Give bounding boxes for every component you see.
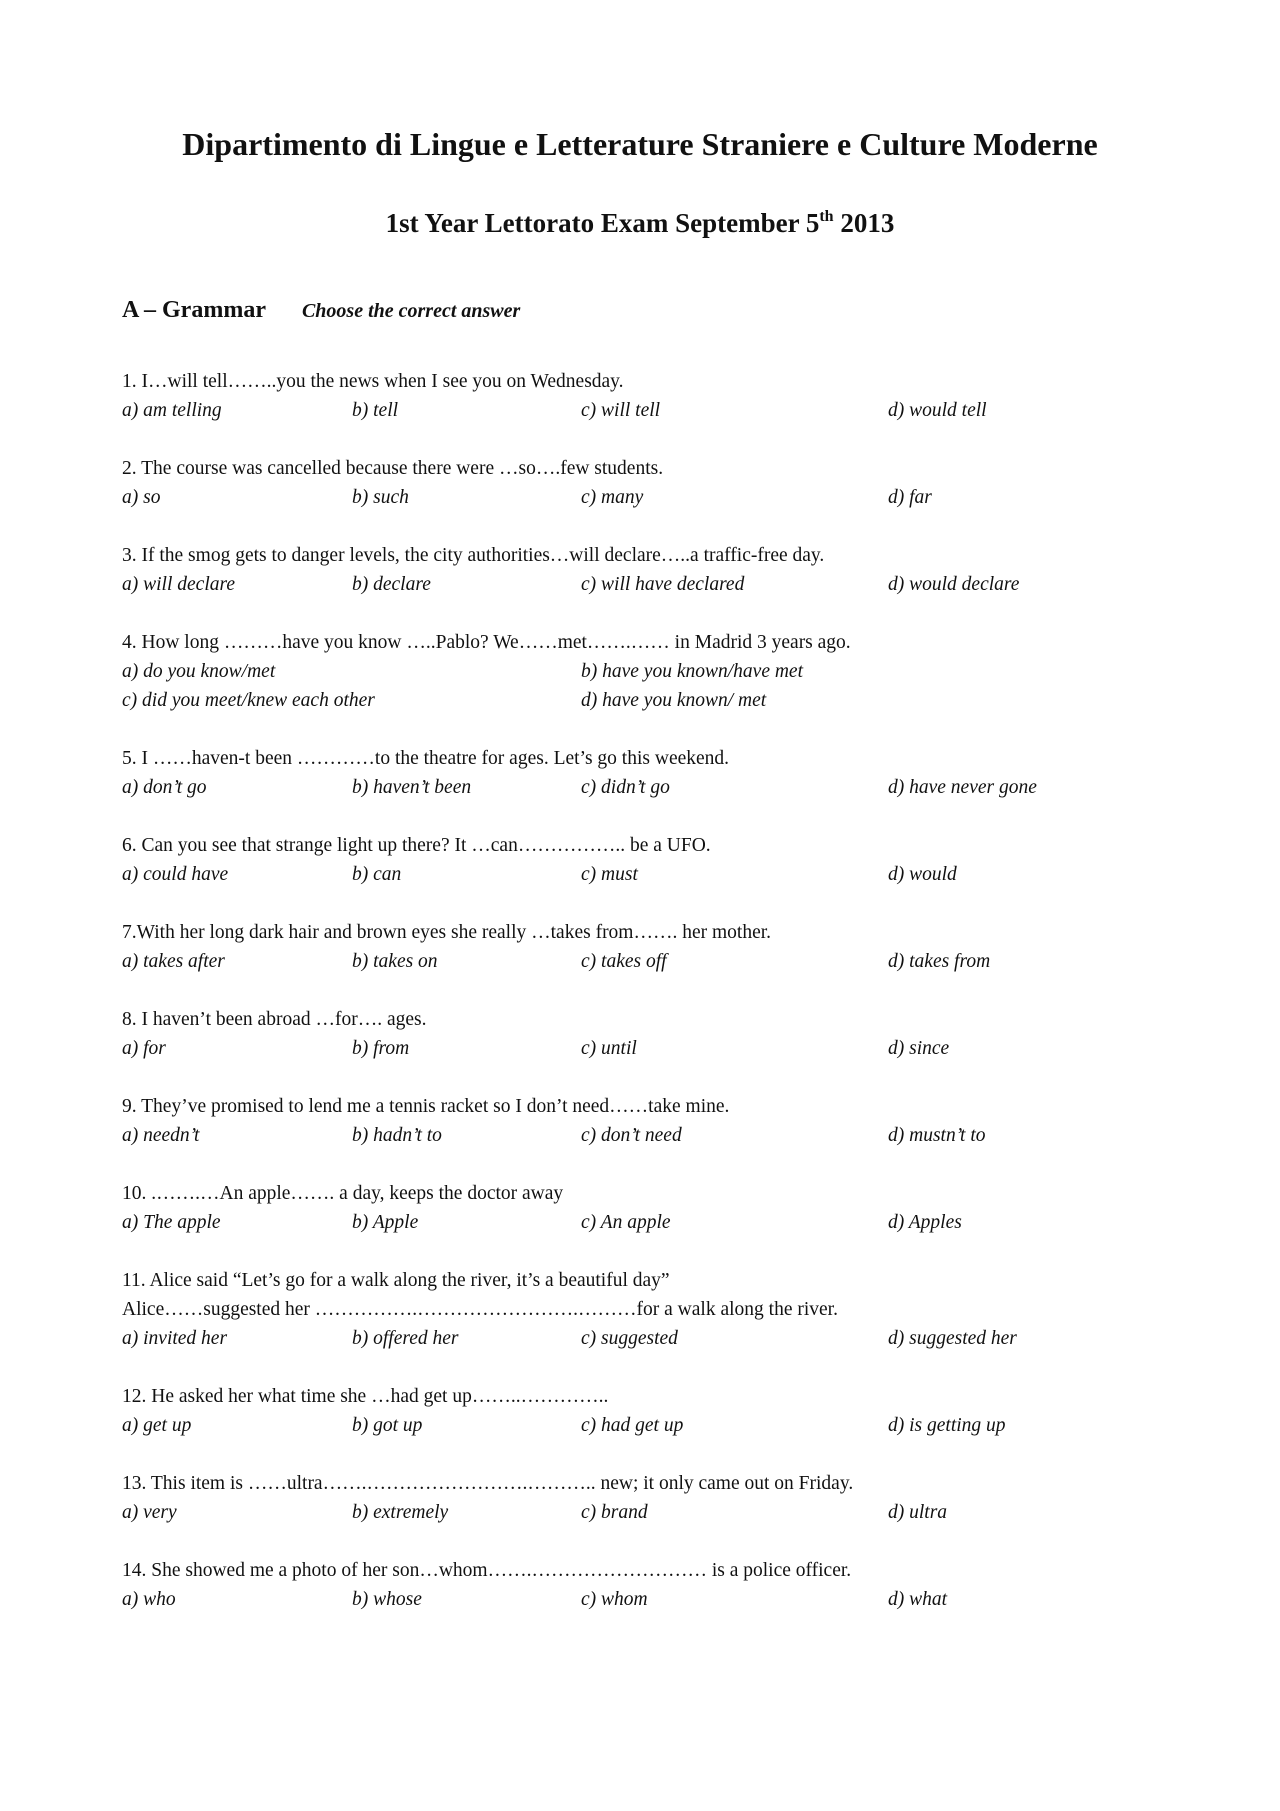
question-9: [122, 1092, 1182, 1150]
answer-option-b: b) haven’t been: [352, 777, 472, 798]
answer-option-b: b) whose: [352, 1589, 422, 1610]
question-text: 7.With her long dark hair and brown eyes she really …takes from……. her mother.: [122, 922, 772, 943]
exam-title-year: 2013: [833, 208, 895, 238]
answer-options: [122, 657, 1182, 686]
exam-title-superscript: th: [819, 208, 834, 225]
answer-option-b: b) tell: [352, 400, 399, 421]
department-title: Dipartimento di Lingue e Letterature Straniere e Culture Moderne: [182, 126, 1098, 162]
answer-options: [122, 860, 1182, 889]
answer-option-c: c) didn’t go: [581, 777, 670, 798]
answer-option-d: d) have you known/ met: [581, 690, 767, 711]
answer-option-c: c) must: [581, 864, 638, 885]
answer-option-d: d) would: [888, 864, 957, 885]
answer-option-a: a) will declare: [122, 574, 236, 595]
question-11: [122, 1266, 1182, 1353]
question-4: [122, 628, 1182, 715]
answer-option-b: b) Apple: [352, 1212, 419, 1233]
question-3: [122, 541, 1182, 599]
answer-option-c: c) suggested: [581, 1328, 678, 1349]
question-text: 6. Can you see that strange light up there? It …can…………….. be a UFO.: [122, 835, 711, 856]
answer-option-d: d) would declare: [888, 574, 1020, 595]
answer-options: [122, 1034, 1182, 1063]
question-text: 9. They’ve promised to lend me a tennis racket so I don’t need……take mine.: [122, 1096, 730, 1117]
answer-option-c: c) whom: [581, 1589, 648, 1610]
answer-options: [122, 396, 1182, 425]
answer-option-d: d) have never gone: [888, 777, 1037, 798]
question-5: [122, 744, 1182, 802]
question-7: [122, 918, 1182, 976]
exam-title-text: 1st Year Lettorato Exam September 5: [385, 208, 820, 238]
section-header: [122, 295, 520, 325]
answer-option-d: d) ultra: [888, 1502, 948, 1523]
answer-option-d: d) is getting up: [888, 1415, 1006, 1436]
answer-option-a: a) needn’t: [122, 1125, 200, 1146]
answer-options: [122, 570, 1182, 599]
answer-option-d: d) since: [888, 1038, 950, 1059]
answer-option-a: a) who: [122, 1589, 176, 1610]
answer-options: [122, 947, 1182, 976]
answer-option-c: c) takes off: [581, 951, 667, 972]
question-text: 4. How long ………have you know …..Pablo? We……met…….…… in Madrid 3 years ago.: [122, 632, 851, 653]
question-text: 11. Alice said “Let’s go for a walk along the river, it’s a beautiful day”: [122, 1270, 670, 1291]
answer-option-c: c) An apple: [581, 1212, 671, 1233]
question-12: [122, 1382, 1182, 1440]
answer-option-a: a) do you know/met: [122, 661, 276, 682]
question-8: [122, 1005, 1182, 1063]
answer-option-d: d) takes from: [888, 951, 991, 972]
answer-option-b: b) from: [352, 1038, 410, 1059]
question-text: 13. This item is ……ultra…….…………………….……….. new; it only came out on Friday.: [122, 1473, 854, 1494]
answer-option-d: d) far: [888, 487, 932, 508]
question-13: [122, 1469, 1182, 1527]
answer-option-b: b) can: [352, 864, 402, 885]
answer-option-c: c) until: [581, 1038, 637, 1059]
answer-option-d: d) Apples: [888, 1212, 962, 1233]
question-text: 12. He asked her what time she …had get up……..…………..: [122, 1386, 609, 1407]
answer-option-c: c) will have declared: [581, 574, 745, 595]
answer-option-a: a) invited her: [122, 1328, 228, 1349]
answer-option-a: a) could have: [122, 864, 229, 885]
answer-option-a: a) very: [122, 1502, 177, 1523]
question-text: 2. The course was cancelled because there were …so….few students.: [122, 458, 664, 479]
answer-option-d: d) suggested her: [888, 1328, 1017, 1349]
question-text: 14. She showed me a photo of her son…whom…….……………………… is a police officer.: [122, 1560, 852, 1581]
question-6: [122, 831, 1182, 889]
answer-option-a: a) don’t go: [122, 777, 207, 798]
answer-option-c: c) many: [581, 487, 644, 508]
section-instruction: Choose the correct answer: [301, 300, 521, 322]
answer-option-c: c) will tell: [581, 400, 661, 421]
answer-options: [122, 1411, 1182, 1440]
answer-option-d: d) would tell: [888, 400, 987, 421]
answer-option-b: b) takes on: [352, 951, 438, 972]
answer-option-b: b) offered her: [352, 1328, 459, 1349]
question-2: [122, 454, 1182, 512]
answer-option-a: a) takes after: [122, 951, 225, 972]
question-text: 3. If the smog gets to danger levels, the city authorities…will declare…..a traffic-free day.: [122, 545, 825, 566]
question-text: 8. I haven’t been abroad …for…. ages.: [122, 1009, 427, 1030]
answer-option-b: b) have you known/have met: [581, 661, 804, 682]
question-text: 5. I ……haven-t been …………to the theatre for ages. Let’s go this weekend.: [122, 748, 730, 769]
answer-option-c: c) did you meet/knew each other: [122, 690, 375, 711]
answer-option-c: c) brand: [581, 1502, 648, 1523]
answer-option-c: c) don’t need: [581, 1125, 682, 1146]
answer-option-a: a) am telling: [122, 400, 222, 421]
answer-option-a: a) The apple: [122, 1212, 221, 1233]
question-text: 10. .…….…An apple……. a day, keeps the doctor away: [122, 1183, 564, 1204]
answer-option-a: a) get up: [122, 1415, 192, 1436]
answer-option-b: b) hadn’t to: [352, 1125, 442, 1146]
answer-option-d: d) mustn’t to: [888, 1125, 986, 1146]
answer-option-b: b) extremely: [352, 1502, 449, 1523]
answer-options: [122, 1324, 1182, 1353]
answer-options: [122, 483, 1182, 512]
exam-title: [0, 206, 1280, 240]
answer-option-a: a) so: [122, 487, 161, 508]
answer-option-b: b) such: [352, 487, 409, 508]
answer-options: [122, 1585, 1182, 1614]
question-14: [122, 1556, 1182, 1614]
answer-option-c: c) had get up: [581, 1415, 684, 1436]
question-list: [122, 367, 1182, 1643]
question-text: 1. I…will tell……..you the news when I see you on Wednesday.: [122, 371, 624, 392]
answer-options: [122, 1121, 1182, 1150]
question-10: [122, 1179, 1182, 1237]
answer-option-b: b) got up: [352, 1415, 423, 1436]
answer-option-b: b) declare: [352, 574, 431, 595]
answer-option-d: d) what: [888, 1589, 948, 1610]
answer-options: [122, 1208, 1182, 1237]
section-heading: A – Grammar: [122, 297, 266, 323]
question-text: Alice……suggested her …………….…………………….………for a walk along the river.: [122, 1299, 838, 1320]
answer-option-a: a) for: [122, 1038, 166, 1059]
answer-options: [122, 686, 1182, 715]
answer-options: [122, 773, 1182, 802]
answer-options: [122, 1498, 1182, 1527]
question-1: [122, 367, 1182, 425]
